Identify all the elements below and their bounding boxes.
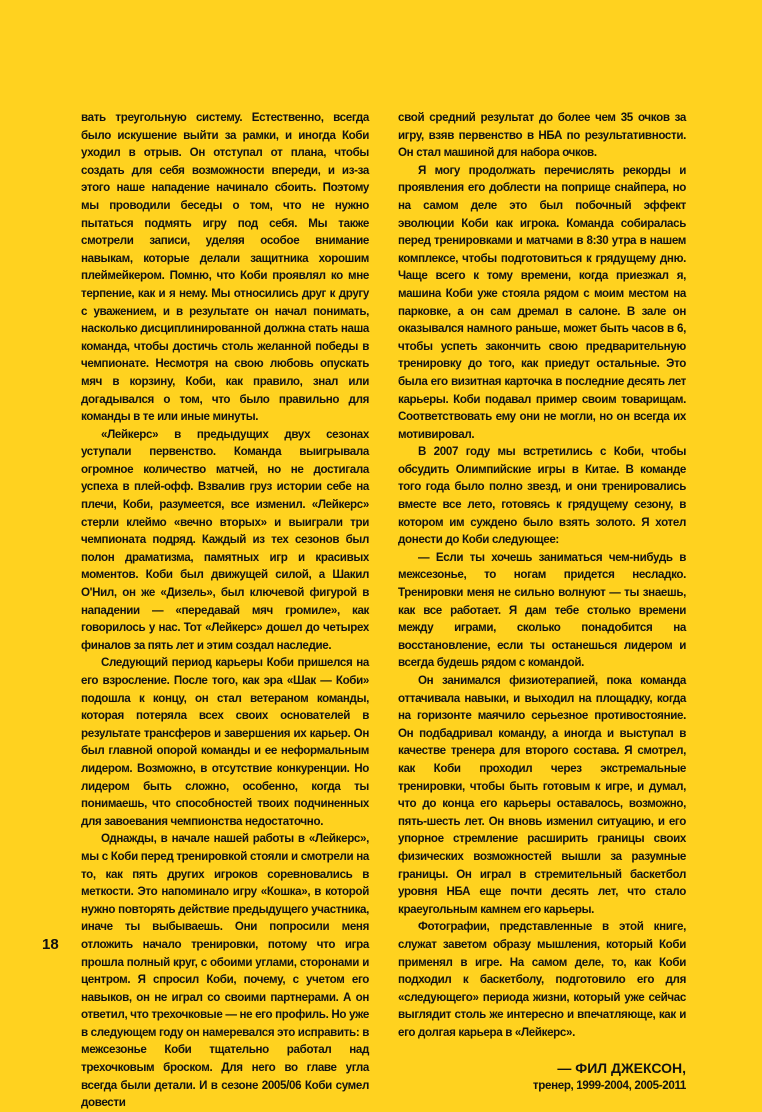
signature-role: тренер, 1999-2004, 2005-2011 — [532, 1079, 686, 1093]
right-paragraph-3: В 2007 году мы встретились с Коби, чтобы обсудить Олимпийские игры в Китае. В команде того года было полно звезд, и они тренировались вместе все лето, готовясь к грядущему сезону, в котором им суждено было взять золото. Я хотел донести до Коби следующее: — [398, 445, 686, 547]
left-text-column — [81, 109, 369, 1112]
left-paragraph-3: Следующий период карьеры Коби пришелся на его взросление. После того, как эра «Шак — Коби» подошла к концу, он стал ветераном команды, которая потеряла всех своих основателей в результате трансферов и завершения их карьер. Он был главной опорой команды и ее неформальным лидером. Возможно, в отсутствие конкуренции. Но лидером быть сложно, особенно, когда ты понимаешь, что способностей твоих подчиненных для завоевания чемпионства недостаточно. — [81, 656, 369, 828]
right-paragraph-1: свой средний результат до более чем 35 очков за игру, взяв первенство в НБА по результативности. Он стал машиной для набора очков. — [398, 111, 686, 160]
signature-name: — ФИЛ ДЖЕКСОН, — [557, 1060, 686, 1077]
left-paragraph-1: вать треугольную систему. Естественно, всегда было искушение выйти за рамки, и иногда Коби уходил в отрыв. Он отступал от плана, чтобы создать для себя возможности впереди, и из-за этого наше нападение начинало сбоить. Поэтому мы проводили беседы о том, что не нужно пытаться подмять игру под себя. Мы также смотрели записи, уделяя особое внимание навыкам, которые делали защитника хорошим плеймейкером. Помню, что Коби проявлял ко мне терпение, как и я нему. Мы относились друг к другу с уважением, и в результате он начал понимать, насколько дисциплинированной должна стать наша команда, чтобы достичь столь желанной победы в чемпионате. Несмотря на свою любовь опускать мяч в корзину, Коби, как правило, знал или догадывался о том, что было правильно для команды в те или иные минуты. — [81, 111, 369, 424]
right-paragraph-4: — Если ты хочешь заниматься чем-нибудь в межсезонье, то ногам придется несладко. Тренировки меня не сильно волнуют — ты знаешь, как все работает. Я дам тебе столько времени между играми, сколько понадобится на восстановление, если ты останешься лидером и всегда будешь рядом с командой. — [398, 550, 686, 670]
right-paragraph-6: Фотографии, представленные в этой книге, служат заветом образу мышления, который Коби применял в игре. На самом деле, то, как Коби подходил к баскетболу, подготовило его для «следующего» периода жизни, который уже сейчас выглядит столь же интересно и впечатляюще, как и его долгая карьера в «Лейкерс». — [398, 920, 686, 1039]
right-paragraph-2: Я могу продолжать перечислять рекорды и проявления его доблести на поприще снайпера, но на самом деле это был побочный эффект эволюции Коби как игрока. Команда собиралась перед тренировками и матчами в 8:30 утра в нашем комплексе, чтобы подготовиться к грядущему дню. Чаще всего к тому времени, когда приезжал я, машина Коби уже стояла рядом с моим местом на парковке, а он сам дремал в салоне. В зале он оказывался намного раньше, может быть часов в 6, чтобы успеть закончить свою предварительную тренировку до того, как приедут остальные. Это была его визитная карточка в последние десять лет карьеры. Коби подавал пример своим товарищам. Соответствовать ему они не могли, но он всегда их мотивировал. — [398, 163, 686, 441]
left-paragraph-4: Однажды, в начале нашей работы в «Лейкерс», мы с Коби перед тренировкой стояли и смотрели на то, как пять других игроков соревновались в меткости. Это напоминало игру «Кошка», в которой нужно повторять действие предыдущего участника, иначе ты выбываешь. Они попросили меня отложить начало тренировки, потому что игра прошла полный круг, с обоими углами, сторонами и центром. Я спросил Коби, почему, с учетом его навыков, он не играл со своими партнерами. А он ответил, что трехочковые — не его профиль. Но уже в следующем году он намеревался это исправить: в межсезонье Коби тщательно работал над трехочковым броском. Для него во главе угла всегда были детали. И в сезоне 2005/06 Коби сумел довести — [81, 832, 369, 1110]
right-text-column — [398, 109, 686, 1095]
page-number: 18 — [42, 936, 59, 953]
right-paragraph-5: Он занимался физиотерапией, пока команда оттачивала навыки, и выходил на площадку, когда на горизонте маячило серьезное противостояние. Он подбадривал команду, а иногда и выступал в качестве тренера для второго состава. Я смотрел, как Коби проходил через экстремальные тренировки, чтобы быть готовым к игре, и думал, что до конца его карьеры оставалось, возможно, пять-шесть лет. Он вновь изменил ситуацию, и его упорное стремление расширить границы своих физических возможностей вышли за разумные границы. Он играл в стремительный баскетбол уровня НБА еще почти десять лет, что стало краеугольным камнем его карьеры. — [398, 674, 686, 916]
left-paragraph-2: «Лейкерс» в предыдущих двух сезонах уступали первенство. Команда выигрывала огромное количество матчей, но не достигала успеха в плей-офф. Взвалив груз истории себе на плечи, Коби, разумеется, все изменил. «Лейкерс» стерли клеймо «вечно вторых» и выиграли три чемпионата подряд. Каждый из тех сезонов был полон драматизма, памятных игр и красивых моментов. Коби был движущей силой, а Шакил О'Нил, он же «Дизель», был ключевой фигурой в нападении — «передавай мяч громиле», как говорилось у нас. Тот «Лейкерс» дошел до четырех финалов за пять лет и этим создал наследие. — [81, 427, 369, 652]
author-signature — [398, 1059, 686, 1095]
